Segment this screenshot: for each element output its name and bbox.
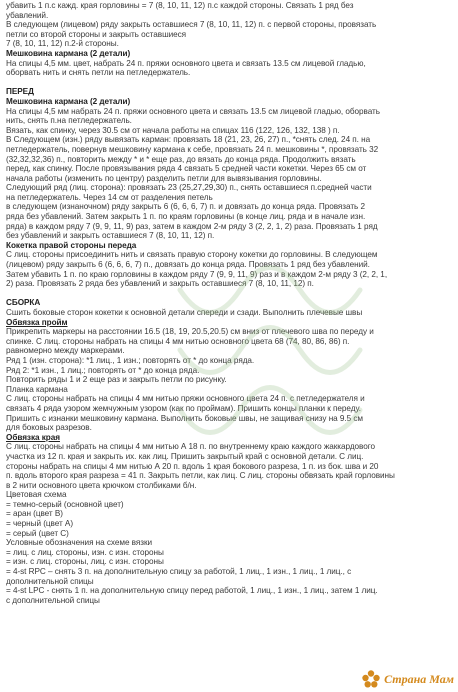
text-line: в следующем (изнаночном) ряду закрыть 6 (6, 6, 6, 7) п. и довязать до конца ряда. Провязать 2 (6, 202, 365, 212)
blank-line (6, 78, 454, 88)
text-line: = аран (цвет В) (6, 509, 63, 519)
text-line: Прикрепить маркеры на расстоянии 16.5 (18, 19, 20.5,20.5) см вниз от плечевого шва по переду и (6, 327, 374, 337)
text-line: с дополнительной спицы (6, 595, 100, 605)
text-line: Пришить с изнанки мешковину кармана. Выполнить боковые швы, не защивая снизу на 9.5 см (6, 413, 363, 423)
text-line: = серый (цвет С) (6, 528, 69, 538)
section-heading: Кокетка правой стороны переда (6, 240, 137, 250)
text-line: равномерно между маркерами. (6, 346, 125, 356)
text-line: Планка кармана (6, 384, 68, 394)
section-heading: Мешковина кармана (2 детали) (6, 48, 131, 58)
text-line: петли со второй стороны и закрыть оставшиеся (6, 29, 187, 39)
text-line: В следующем (лицевом) ряду закрыть оставшиеся 7 (8, 10, 11, 12) п. с первой стороны, провязать (6, 20, 377, 30)
text-line: ряда) в каждом ряду 7 (9, 9, 11, 9) раз, затем в каждом 2-м ряду 3 (2, 2, 1, 2) раза. Провязать 1 ряд (6, 221, 378, 231)
text-line: С лиц. стороны набрать на спицы 4 мм нитью А 18 п. по внутреннему краю каждого жаккардового (6, 442, 376, 452)
text-line: = черный (цвет А) (6, 519, 74, 529)
text-line: На спицы 4,5 мм. цвет, набрать 24 п. пряжи основного цвета и связать 13.5 см лицевой гладью, (6, 58, 366, 68)
text-line: С лиц. стороны присоединить нить и связать правую сторону кокетки до горловины. В следующем (6, 250, 378, 260)
text-line: Ряд 2: *1 изн., 1 лиц.; повторять от * до конца ряда. (6, 365, 200, 375)
text-line: = 4-st LPC - снять 1 п. на дополнительную спицу перед работой, 1 лиц., 1 изн., 1 лиц., затем 1 лиц. (6, 586, 378, 596)
text-line: Цветовая схема (6, 490, 67, 500)
text-line: начала работы (изменить по центру) разделить петли для вывязывания горловины. (6, 173, 322, 183)
text-line: Вязать, как спинку, через 30.5 см от начала работы на спицах 116 (122, 126, 132, 138 ) п. (6, 125, 340, 135)
text-line: В Следующем (изн.) ряду вывязать карман: провязать 18 (21, 23, 26, 27) п., *снять след. 24 п. на (6, 135, 371, 145)
text-line: 7 (8, 10, 11, 12) п.2-й стороны. (6, 39, 119, 49)
text-line: спинке. С лиц. стороны набрать на спицы 4 мм нитью основного цвета 68 (74, 80, 86, 86) п. (6, 336, 350, 346)
section-heading: ПЕРЕД (6, 87, 34, 97)
text-line: п. вдоль второго края разреза = 41 п. Закрыть петли, как лиц. С лиц. стороны обвязать край горловины (6, 471, 395, 481)
text-line: С лиц. стороны набрать на спицы 4 мм нитью пряжи основного цвета 24 п. с петледержателя и (6, 394, 365, 404)
flower-icon (361, 669, 381, 689)
text-line: 2) раза. Провязать 2 ряда без убавлений и закрыть оставшиеся 7 (8, 10, 11, 12) п. (6, 279, 314, 289)
text-line: Следующий ряд (лиц. сторона): провязать 23 (25,27,29,30) п., снять оставшиеся п.средней части (6, 183, 372, 193)
text-line: дополнительной спицы (6, 576, 94, 586)
text-line: стороны набрать на спицы 4 мм нитью А 20 п. вдоль 1 края бокового разреза, 1 п. из бок. шва и 20 (6, 461, 379, 471)
text-line: Затем убавить 1 п. по краю горловины в каждом ряду 7 (9, 9, 11, 9) раз и в каждом 2-м ряду 3 (2, 2, 1, (6, 269, 388, 279)
text-line: нить, снять п.на петледержатель. (6, 116, 132, 126)
text-line: убавить 1 п.с кажд. края горловины = 7 (8, 10, 11, 12) п.с каждой стороны. Связать 1 ряд без (6, 1, 354, 10)
text-line: На спицы 4,5 мм набрать 24 п. пряжи основного цвета и связать 13.5 см лицевой гладью, оборвать (6, 106, 380, 116)
logo-text: Страна Мам (384, 671, 454, 686)
text-line: Сшить боковые сторон кокетки к основной детали спереди и сзади. Выполнить плечевые швы (6, 308, 363, 317)
text-line: Ряд 1 (изн. сторона): *1 лиц., 1 изн.; повторять от * до конца ряда. (6, 355, 255, 365)
text-line: на петледержатель. Через 14 см от разделения петель (6, 192, 213, 202)
text-line: петледержатель, повернув мешковину кармана к себе, провязать 24 п. мешковины *, провязать 32 (6, 144, 379, 154)
text-line: перед, как спинку. После провязывания ряда 4 связать 5 средней части кокетки. Через 65 см от (6, 164, 367, 174)
text-line: связать 4 ряда узором жемчужным узором (как по проймам). Пришить концы планки к переду. (6, 403, 361, 413)
pattern-document (6, 1, 454, 605)
text-line: Условные обозначения на схеме вязки (6, 538, 153, 548)
text-line: в 2 нити основного цвета крючком столбиками б/н. (6, 480, 197, 490)
text-line: убавлений. (6, 10, 49, 20)
section-heading: Мешковина кармана (2 детали) (6, 96, 131, 106)
text-line: (32,32,32,36) п., повторить между * и * еще раз, до вязать до конца ряда. Продолжить вязать (6, 154, 356, 164)
text-line: ряда без убавлений. Затем закрыть 1 п. по краям горловины (в конце лиц. ряда и в начале изн. (6, 212, 366, 222)
text-line: = изн. с лиц. стороны, лиц. с изн. стороны (6, 557, 164, 567)
text-line: оборвать нить и снять петли на петледержатель. (6, 68, 191, 78)
text-line: Повторить ряды 1 и 2 еще раз и закрыть петли по рисунку. (6, 375, 227, 385)
section-heading: Обвязка пройм (6, 317, 68, 327)
text-line: = 4-st RPC – снять 3 п. на дополнительную спицу за работой, 1 лиц., 1 изн., 1 лиц., 1 лиц., с (6, 567, 352, 577)
text-line: = лиц. с лиц. стороны, изн. с изн. стороны (6, 547, 164, 557)
text-line: = темно-серый (основной цвет) (6, 499, 124, 509)
strana-mam-logo (358, 668, 454, 690)
text-line: участка из 12 п. края и закрыть их. как лиц. Пришить закрытый край с основной детали. С лиц. (6, 451, 364, 461)
text-line: (лицевом) ряду закрыть 6 (6, 6, 6, 7) п., довязать до конца ряда. Провязать 1 ряд без убавлений. (6, 260, 370, 270)
blank-line (6, 289, 454, 299)
section-heading: Обвязка края (6, 432, 60, 442)
text-line: для боковых разрезов. (6, 423, 92, 433)
text-line: без убавлений и закрыть оставшиеся 7 (8, 10, 11, 12) п. (6, 231, 215, 241)
section-heading: СБОРКА (6, 298, 41, 308)
